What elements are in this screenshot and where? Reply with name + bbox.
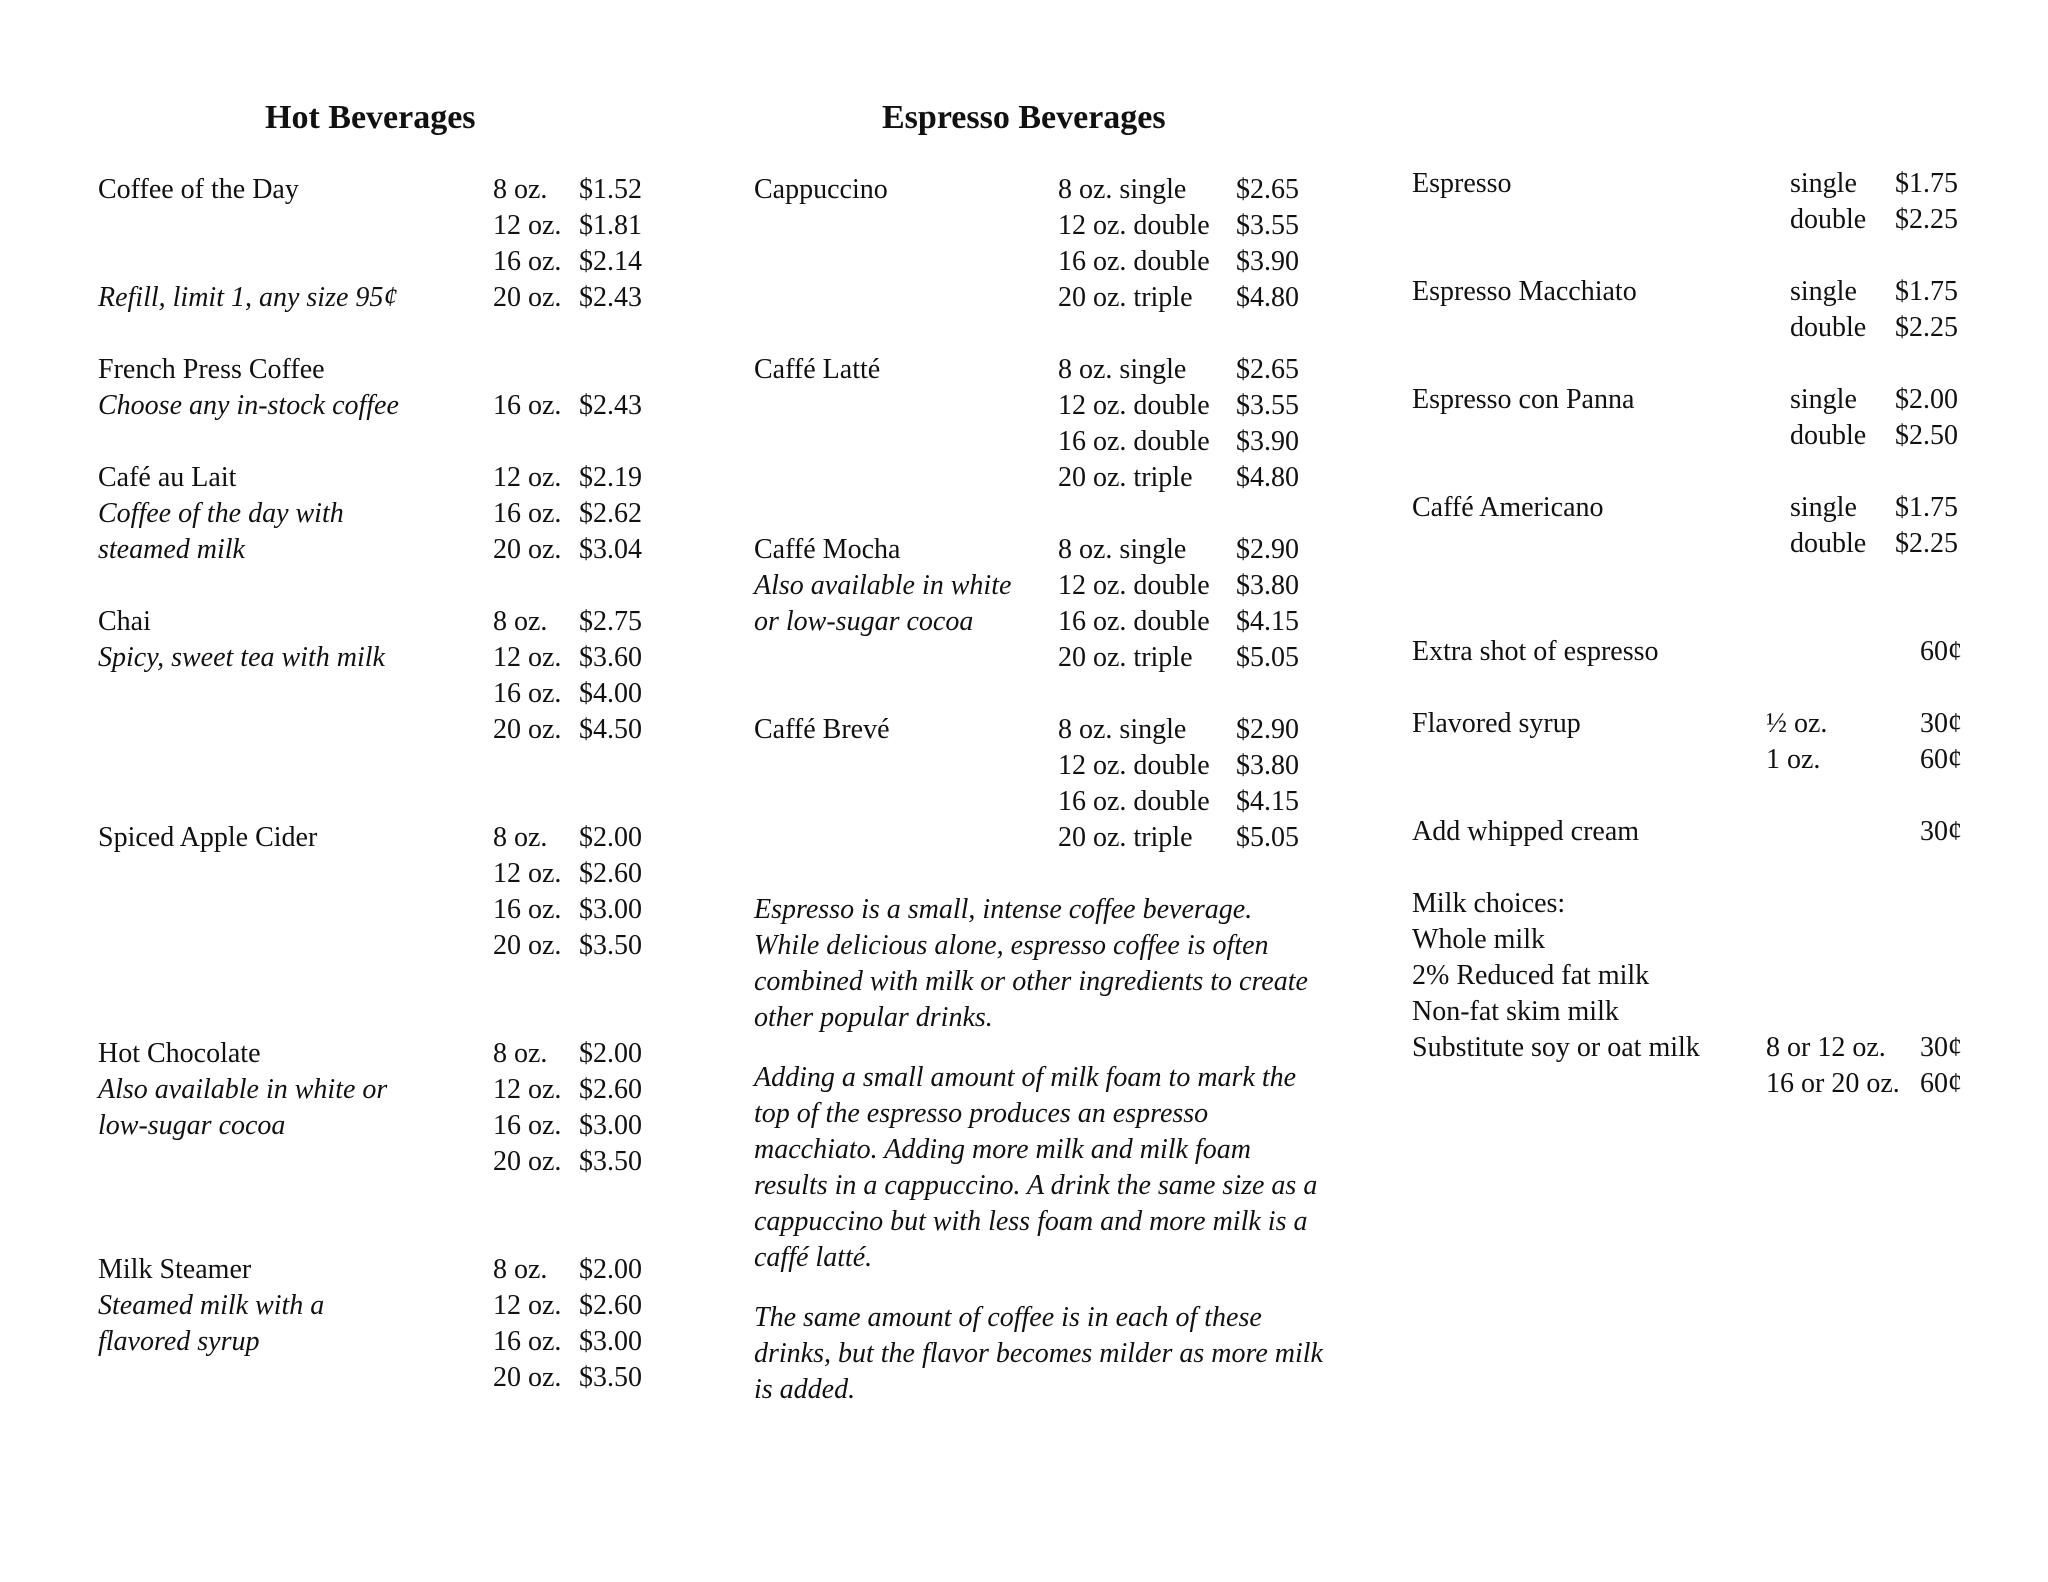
size: 16 oz.: [493, 678, 562, 709]
explanation-paragraph: The same amount of coffee is in each of these drinks, but the flavor becomes milder as more milk is added.: [754, 1302, 1323, 1405]
price: $2.00: [579, 1038, 642, 1069]
size: 16 oz.: [493, 894, 562, 925]
item-name: Caffé Latté: [754, 354, 881, 385]
size: double: [1790, 528, 1867, 559]
milk-substitute: Substitute soy or oat milk: [1412, 1032, 1700, 1063]
price: $2.60: [579, 858, 642, 889]
price: $5.05: [1236, 822, 1299, 853]
item-name: Espresso: [1412, 168, 1512, 199]
price: $3.00: [579, 1110, 642, 1141]
menu-item-spiced-apple-cider: [98, 820, 658, 964]
item-name: Hot Chocolate: [98, 1038, 261, 1069]
size: single: [1790, 384, 1857, 415]
size: 12 oz.: [493, 642, 562, 673]
item-name: Café au Lait: [98, 462, 237, 493]
size: 16 oz. double: [1058, 786, 1210, 817]
item-description: flavored syrup: [98, 1326, 260, 1357]
size: 8 oz. single: [1058, 714, 1187, 745]
size: double: [1790, 420, 1867, 451]
size: single: [1790, 492, 1857, 523]
size: 16 oz.: [493, 390, 562, 421]
price: 60¢: [1920, 1068, 1962, 1099]
item-name: Extra shot of espresso: [1412, 636, 1659, 667]
menu-item-caffe-breve: [754, 712, 1314, 856]
item-description: Steamed milk with a: [98, 1290, 325, 1321]
item-description: steamed milk: [98, 534, 245, 565]
size: 20 oz.: [493, 534, 562, 565]
price: 60¢: [1920, 744, 1962, 775]
menu-item-hot-chocolate: [98, 1036, 658, 1180]
size: 8 oz. single: [1058, 534, 1187, 565]
menu-item-milk-steamer: [98, 1252, 658, 1396]
price: $4.15: [1236, 606, 1299, 637]
price: $1.75: [1895, 168, 1958, 199]
price: $2.75: [579, 606, 642, 637]
size: 8 oz. single: [1058, 174, 1187, 205]
item-name: Espresso con Panna: [1412, 384, 1635, 415]
menu-item-extra-shot: [1412, 634, 1977, 670]
price: $2.43: [579, 282, 642, 313]
item-name: French Press Coffee: [98, 354, 325, 385]
size: 20 oz. triple: [1058, 642, 1193, 673]
price: $2.43: [579, 390, 642, 421]
price: 60¢: [1920, 636, 1962, 667]
price: $3.90: [1236, 426, 1299, 457]
size: 16 oz.: [493, 1326, 562, 1357]
size: 8 oz.: [493, 1254, 548, 1285]
price: $4.80: [1236, 282, 1299, 313]
price: $2.62: [579, 498, 642, 529]
price: $3.50: [579, 930, 642, 961]
price: $2.00: [1895, 384, 1958, 415]
item-name: Milk Steamer: [98, 1254, 252, 1285]
item-description: Coffee of the day with: [98, 498, 344, 529]
price: $2.60: [579, 1074, 642, 1105]
item-name: Coffee of the Day: [98, 174, 299, 205]
price: $1.75: [1895, 276, 1958, 307]
size: 8 oz.: [493, 822, 548, 853]
item-name: Cappuccino: [754, 174, 888, 205]
size: single: [1790, 276, 1857, 307]
size: 8 oz. single: [1058, 354, 1187, 385]
item-name: Spiced Apple Cider: [98, 822, 318, 853]
size: single: [1790, 168, 1857, 199]
item-name: Caffé Brevé: [754, 714, 890, 745]
price: $2.25: [1895, 312, 1958, 343]
size: 16 or 20 oz.: [1766, 1068, 1900, 1099]
size: 16 oz.: [493, 246, 562, 277]
price: $4.00: [579, 678, 642, 709]
price: 30¢: [1920, 816, 1962, 847]
price: $2.60: [579, 1290, 642, 1321]
milk-option: Non-fat skim milk: [1412, 996, 1619, 1027]
price: $2.00: [579, 1254, 642, 1285]
size: 20 oz.: [493, 714, 562, 745]
refill-note: Refill, limit 1, any size 95¢: [98, 282, 398, 313]
price: $3.00: [579, 894, 642, 925]
menu-item-flavored-syrup: [1412, 706, 1977, 778]
price: $2.00: [579, 822, 642, 853]
size: ½ oz.: [1766, 708, 1828, 739]
item-name: Caffé Americano: [1412, 492, 1604, 523]
milk-option: Whole milk: [1412, 924, 1545, 955]
size: 20 oz.: [493, 282, 562, 313]
price: $1.52: [579, 174, 642, 205]
menu-item-caffe-latte: [754, 352, 1314, 496]
espresso-beverages-heading: Espresso Beverages: [882, 99, 1166, 136]
price: $2.90: [1236, 534, 1299, 565]
size: 12 oz.: [493, 1074, 562, 1105]
menu-item-whipped-cream: [1412, 814, 1977, 850]
espresso-shots-column: [1412, 166, 1977, 1138]
size: 12 oz. double: [1058, 390, 1210, 421]
size: 20 oz. triple: [1058, 282, 1193, 313]
item-description: Choose any in-stock coffee: [98, 390, 399, 421]
size: 8 oz.: [493, 174, 548, 205]
milk-choices: [1412, 886, 1977, 1102]
price: $2.90: [1236, 714, 1299, 745]
price: $3.50: [579, 1362, 642, 1393]
size: double: [1790, 204, 1867, 235]
size: 12 oz. double: [1058, 570, 1210, 601]
size: 12 oz.: [493, 210, 562, 241]
menu-item-french-press: [98, 352, 658, 424]
size: 16 oz. double: [1058, 246, 1210, 277]
size: 8 or 12 oz.: [1766, 1032, 1886, 1063]
price: $3.55: [1236, 390, 1299, 421]
price: $2.25: [1895, 528, 1958, 559]
size: 16 oz.: [493, 1110, 562, 1141]
item-name: Flavored syrup: [1412, 708, 1581, 739]
menu-item-caffe-mocha: [754, 532, 1314, 676]
price: $5.05: [1236, 642, 1299, 673]
price: $4.15: [1236, 786, 1299, 817]
hot-beverages-heading: Hot Beverages: [265, 99, 476, 136]
size: 8 oz.: [493, 1038, 548, 1069]
size: 16 oz. double: [1058, 606, 1210, 637]
size: 12 oz.: [493, 858, 562, 889]
milk-option: 2% Reduced fat milk: [1412, 960, 1650, 991]
price: $1.81: [579, 210, 642, 241]
price: $3.04: [579, 534, 642, 565]
size: 16 oz. double: [1058, 426, 1210, 457]
price: $3.80: [1236, 570, 1299, 601]
price: $3.90: [1236, 246, 1299, 277]
size: 20 oz.: [493, 1146, 562, 1177]
size: 8 oz.: [493, 606, 548, 637]
item-name: Espresso Macchiato: [1412, 276, 1637, 307]
size: 12 oz.: [493, 1290, 562, 1321]
price: $2.50: [1895, 420, 1958, 451]
price: $3.80: [1236, 750, 1299, 781]
item-name: Caffé Mocha: [754, 534, 901, 565]
item-description: low-sugar cocoa: [98, 1110, 286, 1141]
price: $2.65: [1236, 174, 1299, 205]
menu-item-espresso-macchiato: [1412, 274, 1977, 346]
price: $3.55: [1236, 210, 1299, 241]
size: 1 oz.: [1766, 744, 1821, 775]
item-description: Also available in white: [754, 570, 1012, 601]
menu-item-coffee-of-the-day: [98, 172, 658, 316]
menu-item-espresso: [1412, 166, 1977, 238]
size: double: [1790, 312, 1867, 343]
price: $4.50: [579, 714, 642, 745]
milk-choices-title: Milk choices:: [1412, 888, 1566, 919]
hot-beverages-column: [98, 172, 658, 1432]
price: $4.80: [1236, 462, 1299, 493]
price: $1.75: [1895, 492, 1958, 523]
size: 20 oz. triple: [1058, 822, 1193, 853]
price: 30¢: [1920, 708, 1962, 739]
menu-item-cappuccino: [754, 172, 1314, 316]
size: 12 oz. double: [1058, 210, 1210, 241]
size: 12 oz.: [493, 462, 562, 493]
size: 20 oz.: [493, 1362, 562, 1393]
size: 20 oz. triple: [1058, 462, 1193, 493]
menu-item-cafe-au-lait: [98, 460, 658, 568]
item-description: or low-sugar cocoa: [754, 606, 974, 637]
size: 12 oz. double: [1058, 750, 1210, 781]
price: $2.19: [579, 462, 642, 493]
explanation-paragraph: Espresso is a small, intense coffee beverage. While delicious alone, espresso coffee is often combined with milk or other ingredients to create other popular drinks.: [754, 894, 1308, 1033]
price: $2.25: [1895, 204, 1958, 235]
item-description: Spicy, sweet tea with milk: [98, 642, 385, 673]
price: $3.60: [579, 642, 642, 673]
item-name: Add whipped cream: [1412, 816, 1640, 847]
item-name: Chai: [98, 606, 151, 637]
menu-item-caffe-americano: [1412, 490, 1977, 562]
menu-item-chai: [98, 604, 658, 748]
espresso-explanation: [754, 892, 1334, 1432]
menu-item-espresso-con-panna: [1412, 382, 1977, 454]
size: 16 oz.: [493, 498, 562, 529]
size: 20 oz.: [493, 930, 562, 961]
price: $3.00: [579, 1326, 642, 1357]
price: $2.65: [1236, 354, 1299, 385]
item-description: Also available in white or: [98, 1074, 388, 1105]
explanation-paragraph: Adding a small amount of milk foam to mark the top of the espresso produces an espresso macchiato. Adding more milk and milk foam results in a cappuccino. A drink the same size as a cappuccino but with less foam and more milk is a caffé latté.: [754, 1062, 1318, 1273]
price: $2.14: [579, 246, 642, 277]
espresso-beverages-column: [754, 172, 1314, 892]
price: $3.50: [579, 1146, 642, 1177]
price: 30¢: [1920, 1032, 1962, 1063]
